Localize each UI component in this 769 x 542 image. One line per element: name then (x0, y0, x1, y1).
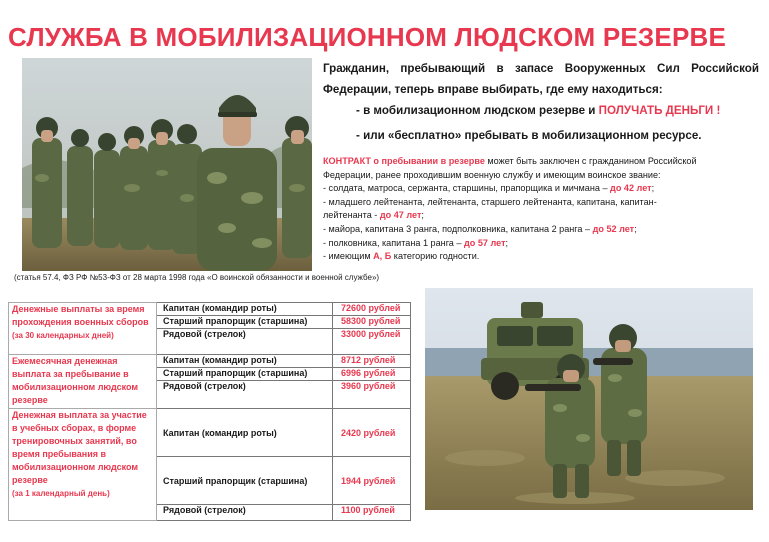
rank-cell: Старший прапорщик (старшина) (157, 368, 333, 381)
rank-cell: Капитан (командир роты) (157, 303, 333, 316)
rank-cell: Капитан (командир роты) (157, 355, 333, 368)
law-citation-caption: (статья 57.4, ФЗ РФ №53-ФЗ от 28 марта 1998 года «О воинской обязанности и военной службе») (14, 273, 380, 282)
payment-category (9, 409, 157, 521)
amount-cell: 1100 рублей (333, 505, 411, 521)
contract-item-age: до 57 лет (463, 237, 506, 248)
contract-intro-rest: может быть заключен с гражданином Российской (484, 156, 697, 166)
contract-item-text: - имеющим (323, 251, 374, 262)
payment-category-note: (за 30 календарных дней) (12, 331, 114, 340)
contract-item-end: категорию годности. (391, 251, 480, 262)
contract-item (323, 209, 755, 223)
contract-item (323, 237, 755, 251)
contract-item-end: ; (634, 223, 637, 234)
contract-item-age: до 52 лет (592, 223, 635, 234)
amount-cell: 1944 рублей (333, 457, 411, 505)
bullet-receive-money (356, 104, 720, 117)
payment-category-text: Денежные выплаты за время прохождения военных сборов (12, 304, 149, 327)
amount-cell: 72600 рублей (333, 303, 411, 316)
soldiers-vehicle-photo (425, 288, 753, 510)
amount-cell: 2420 рублей (333, 409, 411, 457)
intro-paragraph: Гражданин, пребывающий в запасе Вооруженных Сил Российской Федерации, теперь вправе выбирать, где ему находиться: (323, 62, 759, 96)
contract-item-age: А, Б (373, 251, 392, 262)
table-row (9, 409, 411, 457)
contract-item-text: - полковника, капитана 1 ранга – (323, 237, 464, 248)
contract-intro-line (323, 155, 755, 169)
contract-keyword: КОНТРАКТ о пребывании в резерве (323, 156, 485, 166)
contract-item-text: - солдата, матроса, сержанта, старшины, прапорщика и мичмана – (323, 183, 611, 194)
contract-item-end: ; (651, 183, 655, 194)
bullet-free-resource: - или «бесплатно» пребывать в мобилизационном ресурсе. (356, 129, 702, 142)
rank-cell: Старший прапорщик (старшина) (157, 316, 333, 329)
payment-category-text: Ежемесячная денежная выплата за пребывание в мобилизационном людском резерве (12, 356, 139, 405)
payment-category (9, 303, 157, 355)
contract-item (323, 223, 755, 237)
bullet-receive-money-highlight: ПОЛУЧАТЬ ДЕНЬГИ ! (598, 104, 721, 117)
contract-item-text: - младшего лейтенанта, лейтенанта, старшего лейтенанта, капитана, капитан- (323, 196, 657, 207)
page-title: СЛУЖБА В МОБИЛИЗАЦИОННОМ ЛЮДСКОМ РЕЗЕРВЕ (8, 22, 727, 52)
amount-cell: 3960 рублей (333, 381, 411, 409)
contract-item-text: - майора, капитана 3 ранга, подполковника, капитана 2 ранга – (323, 223, 593, 234)
rank-cell: Капитан (командир роты) (157, 409, 333, 457)
contract-item-end: ; (505, 237, 509, 248)
payments-table (8, 302, 411, 521)
contract-item (323, 196, 755, 210)
payment-category-text: Денежная выплата за участие в учебных сборах, в форме тренировочных занятий, во время пребывания в мобилизационном людском резерве (12, 410, 147, 485)
rank-cell: Старший прапорщик (старшина) (157, 457, 333, 505)
contract-item-age: до 42 лет (610, 183, 652, 194)
contract-paragraph (323, 155, 755, 264)
contract-item-text: лейтенанта - (323, 210, 380, 221)
payment-category (9, 355, 157, 409)
amount-cell: 6996 рублей (333, 368, 411, 381)
bullet-receive-money-text: - в мобилизационном людском резерве и (356, 104, 599, 117)
table-row (9, 355, 411, 368)
payment-category-note: (за 1 календарный день) (12, 489, 110, 498)
rank-cell: Рядовой (стрелок) (157, 505, 333, 521)
contract-item-age: до 47 лет (379, 210, 422, 221)
amount-cell: 33000 рублей (333, 329, 411, 355)
contract-item-end: ; (421, 210, 424, 221)
amount-cell: 58300 рублей (333, 316, 411, 329)
contract-intro-line-2: Федерации, ранее проходившим военную службу и имеющим воинское звание: (323, 169, 661, 180)
contract-item (323, 250, 755, 264)
rank-cell: Рядовой (стрелок) (157, 329, 333, 355)
amount-cell: 8712 рублей (333, 355, 411, 368)
soldiers-formation-photo (22, 58, 312, 271)
contract-item (323, 182, 755, 196)
table-row (9, 303, 411, 316)
rank-cell: Рядовой (стрелок) (157, 381, 333, 409)
